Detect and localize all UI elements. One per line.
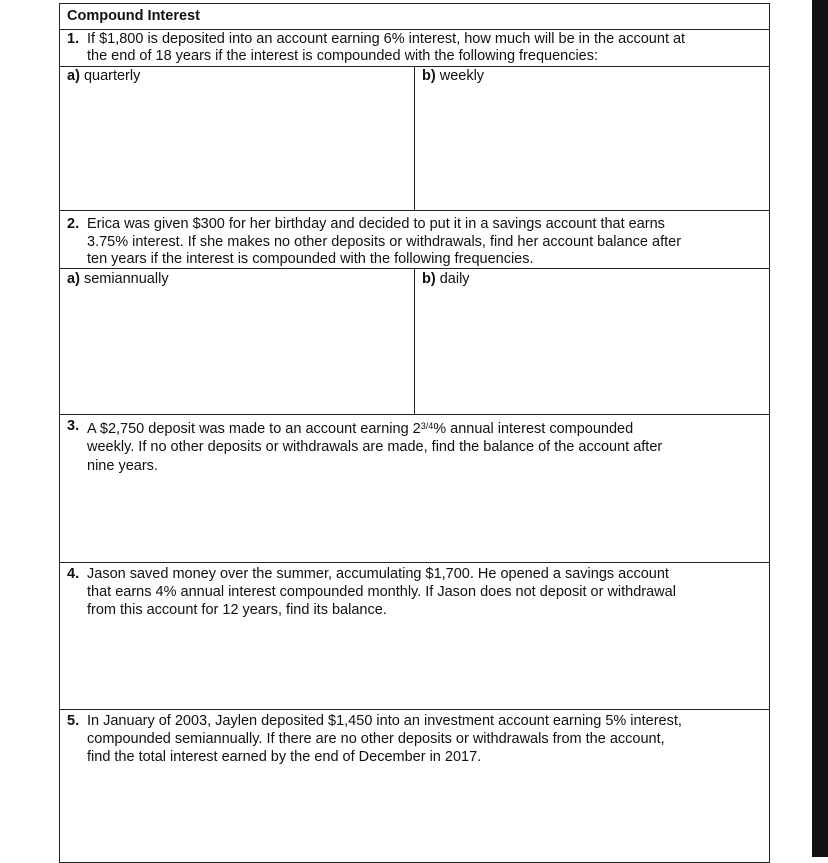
question-number: 1. — [67, 31, 80, 47]
divider-q2 — [59, 210, 770, 211]
question-text-line: compounded semiannually. If there are no other deposits or withdrawals from the account, — [87, 731, 665, 747]
part-letter: a) — [67, 271, 80, 287]
question-text-line: weekly. If no other deposits or withdrawals are made, find the balance of the account after — [87, 439, 663, 455]
question-text-line: ten years if the interest is compounded with the following frequencies. — [87, 251, 534, 267]
part-b — [422, 271, 470, 287]
question-text-line: nine years. — [87, 458, 158, 474]
question-text-line — [87, 417, 633, 438]
question-text-line: Erica was given $300 for her birthday and decided to put it in a savings account that earns — [87, 216, 665, 232]
question-text-line: the end of 18 years if the interest is compounded with the following frequencies: — [87, 48, 599, 64]
part-label: weekly — [439, 68, 485, 84]
part-label: semiannually — [83, 271, 169, 287]
question-text-part: % annual interest compounded — [433, 421, 634, 437]
page-title: Compound Interest — [67, 8, 200, 24]
part-a — [67, 271, 169, 287]
divider-q4 — [59, 562, 770, 563]
part-a — [67, 68, 140, 84]
part-label: quarterly — [83, 68, 141, 84]
part-letter: b) — [422, 68, 436, 84]
question-text-line: In January of 2003, Jaylen deposited $1,450 into an investment account earning 5% interest, — [87, 713, 682, 729]
divider-q1-columns — [414, 66, 415, 210]
divider-q2-columns — [414, 268, 415, 414]
viewer-edge — [812, 0, 828, 857]
part-b — [422, 68, 484, 84]
question-text-line: Jason saved money over the summer, accumulating $1,700. He opened a savings account — [87, 566, 669, 582]
part-letter: b) — [422, 271, 436, 287]
question-text-line: from this account for 12 years, find its balance. — [87, 602, 387, 618]
question-text-line: 3.75% interest. If she makes no other deposits or withdrawals, find her account balance after — [87, 234, 682, 250]
question-number: 3. — [67, 418, 80, 434]
question-text-part: A $2,750 deposit was made to an account earning 2 — [87, 421, 421, 437]
part-label: daily — [439, 271, 470, 287]
question-number: 5. — [67, 713, 80, 729]
divider-q5 — [59, 709, 770, 710]
question-text-line: If $1,800 is deposited into an account earning 6% interest, how much will be in the account at — [87, 31, 686, 47]
question-text-line: find the total interest earned by the end of December in 2017. — [87, 749, 482, 765]
question-text-line: that earns 4% annual interest compounded monthly. If Jason does not deposit or withdrawal — [87, 584, 676, 600]
fraction: 3/4 — [420, 421, 434, 431]
question-number: 4. — [67, 566, 80, 582]
divider-q3 — [59, 414, 770, 415]
part-letter: a) — [67, 68, 80, 84]
question-number: 2. — [67, 216, 80, 232]
